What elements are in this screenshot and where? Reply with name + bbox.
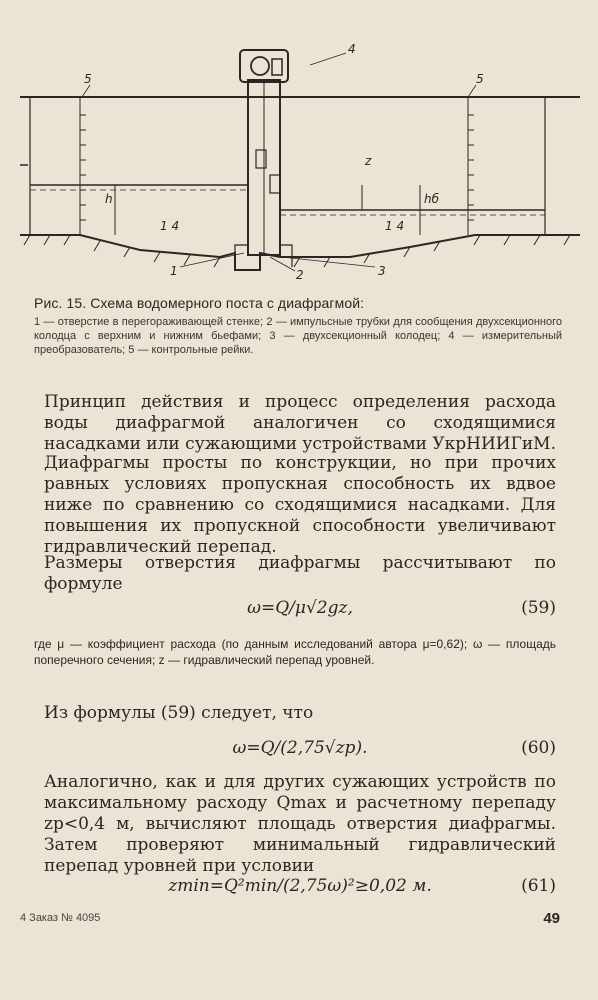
label-h-lower: hб — [424, 192, 440, 206]
paragraph-principle: Принцип действия и процесс определения расхода воды диафрагмой аналогичен со сходящимися насадками или сужающими устройствами УкрНИИГиМ. — [44, 392, 556, 454]
formula-59-expression: ω=Q/μ√2gz, — [247, 598, 353, 618]
transducer-housing — [240, 50, 288, 82]
caption-description: 1 — отверстие в перегораживающей стенке; 2 — импульсные трубки для сообщения двухсекционного колодца с верхним и нижним бьефами; 3 — двухсекционный колодец; 4 — измерительный преобразователь; 5 — контрольные рейки. — [34, 316, 562, 356]
label-z: z — [365, 154, 372, 168]
formula-59-number: (59) — [521, 598, 556, 618]
paragraph-from-formula: Из формулы (59) следует, что — [44, 703, 314, 723]
label-1: 1 — [170, 264, 178, 278]
label-5-left: 5 — [84, 72, 92, 86]
print-order-mark: 4 Заказ № 4095 — [20, 912, 101, 924]
paragraph-where: где μ — коэффициент расхода (по данным исследований автора μ=0,62); ω — площадь поперечного сечения; z — гидравлический перепад уровней. — [34, 637, 556, 667]
ground-hatch — [24, 235, 570, 267]
formula-60-expression: ω=Q/(2,75√zр). — [232, 738, 368, 758]
paragraph-formula-intro: Размеры отверстия диафрагмы рассчитывают по формуле — [44, 553, 556, 594]
figure-caption — [34, 295, 562, 357]
paragraph-diaphragms: Диафрагмы просты по конструкции, но при прочих равных условиях пропускная способность их вдвое ниже по сравнению со сходящимися насадками. Для повышения их пропускной способности увеличивают гидравлический перепад. — [44, 453, 556, 557]
float-lower — [270, 175, 280, 193]
transducer-float — [251, 57, 269, 75]
formula-61-expression: zmin=Q²min/(2,75ω)²≥0,02 м. — [168, 876, 432, 896]
label-4: 4 — [348, 42, 356, 56]
label-1-4-left: 1 4 — [160, 219, 180, 233]
water-gauge-diagram — [20, 35, 580, 285]
page-number: 49 — [543, 910, 560, 927]
gauge-ruler-ticks — [80, 97, 474, 235]
label-1-4-right: 1 4 — [385, 219, 405, 233]
formula-60-number: (60) — [521, 738, 556, 758]
label-h: h — [105, 192, 113, 206]
channel-bed — [20, 235, 580, 270]
paragraph-analogous: Аналогично, как и для других сужающих устройств по максимальному расходу Qmax и расчетному перепаду zp<0,4 м, вычисляют площадь отверстия диафрагмы. Затем проверяют минимальный гидравлический перепад уровней при условии — [44, 772, 556, 876]
formula-61-number: (61) — [521, 876, 556, 896]
impulse-tube-upper — [235, 245, 248, 267]
label-2: 2 — [296, 268, 304, 282]
caption-title: Рис. 15. Схема водомерного поста с диафрагмой: — [34, 295, 365, 311]
label-3: 3 — [378, 264, 386, 278]
label-5-right: 5 — [476, 72, 484, 86]
